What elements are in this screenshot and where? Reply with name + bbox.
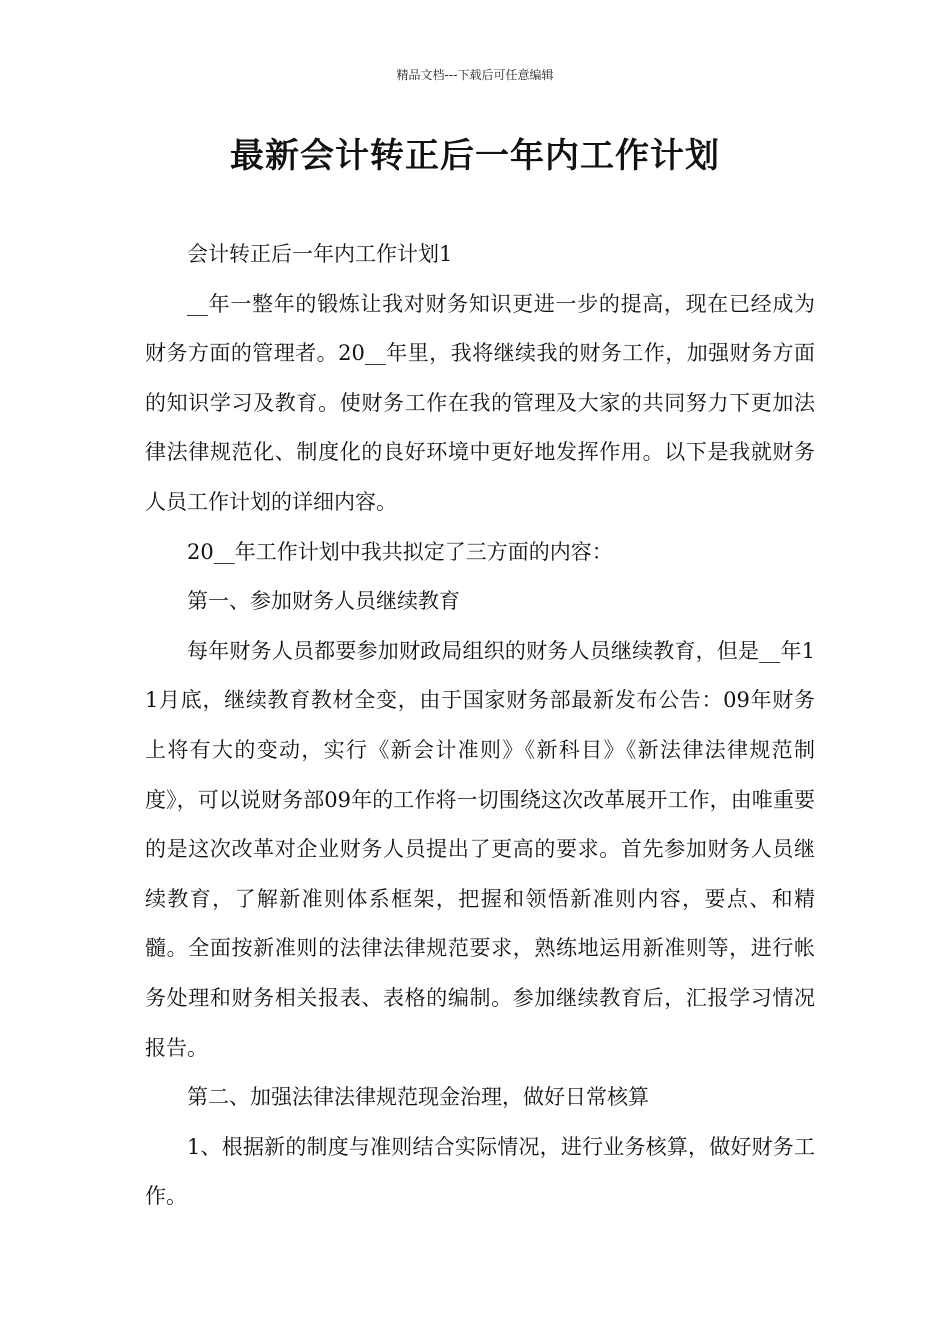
section-heading-first: 第一、参加财务人员继续教育 — [187, 589, 460, 614]
section-heading-plan-1: 会计转正后一年内工作计划1 — [187, 242, 453, 266]
paragraph-item-1: 1、根据新的制度与准则结合实际情况，进行业务核算，做好财务工作。 — [145, 1134, 815, 1209]
document-title: 最新会计转正后一年内工作计划 — [230, 136, 720, 176]
document-body — [145, 230, 815, 1222]
header-note: 精品文档---下载后可任意编辑 — [396, 68, 554, 82]
paragraph-plan-overview: 20__年工作计划中我共拟定了三方面的内容： — [187, 539, 613, 564]
paragraph-intro: __年一整年的锻炼让我对财务知识更进一步的提高，现在已经成为财务方面的管理者。20__年里，我将继续我的财务工作，加强财务方面的知识学习及教育。使财务工作在我的管理及大家的共同努力下更加法律法律规范化、制度化的良好环境中更好地发挥作用。以下是我就财务人员工作计划的详细内容。 — [145, 291, 815, 514]
paragraph-continuing-education: 每年财务人员都要参加财政局组织的财务人员继续教育，但是__年11月底，继续教育教材全变，由于国家财务部最新发布公告：09年财务上将有大的变动，实行《新会计准则》《新科目》《新法律法律规范制度》，可以说财务部09年的工作将一切围绕这次改革展开工作，由唯重要的是这次改革对企业财务人员提出了更高的要求。首先参加财务人员继续教育，了解新准则体系框架，把握和领悟新准则内容，要点、和精髓。全面按新准则的法律法律规范要求，熟练地运用新准则等，进行帐务处理和财务相关报表、表格的编制。参加继续教育后，汇报学习情况报告。 — [145, 638, 815, 1060]
section-heading-second: 第二、加强法律法律规范现金治理，做好日常核算 — [187, 1085, 649, 1110]
